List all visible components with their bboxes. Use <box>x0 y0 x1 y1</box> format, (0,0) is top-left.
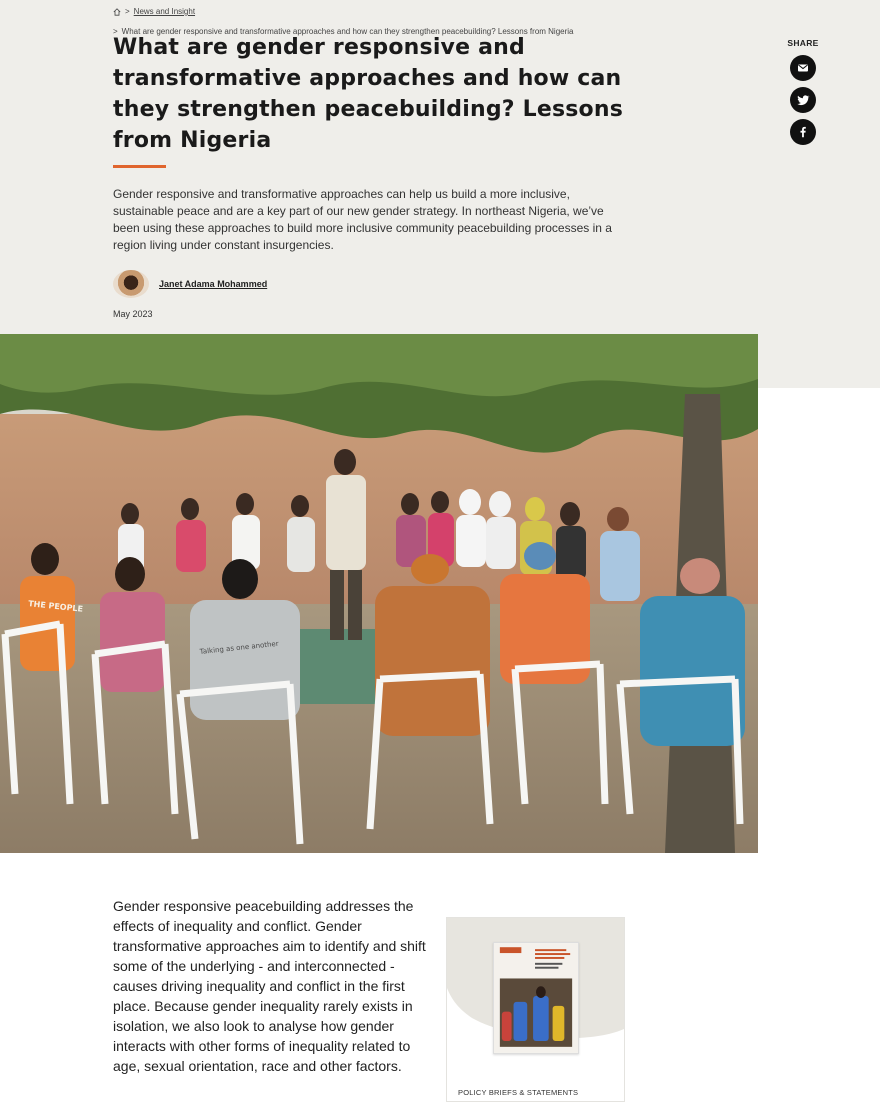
author-name-link[interactable]: Janet Adama Mohammed <box>159 279 268 289</box>
breadcrumb-separator: > <box>125 7 130 16</box>
shirt-text: Talking as one another <box>199 639 280 656</box>
title-accent-rule <box>113 165 166 168</box>
home-icon[interactable] <box>113 8 121 16</box>
email-icon <box>796 61 810 75</box>
breadcrumb-separator: > <box>113 27 118 36</box>
breadcrumb-news-and-insight[interactable]: News and Insight <box>133 7 196 16</box>
twitter-icon <box>796 93 810 107</box>
share-label: SHARE <box>787 38 819 48</box>
author-byline <box>113 270 267 298</box>
page-title: What are gender responsive and transformative approaches and how can they strengthen peacebuilding? Lessons from Nigeria <box>113 35 624 153</box>
related-resource-card[interactable] <box>446 917 625 1102</box>
shirt-text-2: THE PEOPLE <box>27 599 84 614</box>
resource-cover-image <box>494 943 578 1053</box>
resource-cover-thumbnail[interactable] <box>493 942 579 1054</box>
share-email-button[interactable] <box>790 55 816 81</box>
article-lede: Gender responsive and transformative approaches can help us build a more inclusive, sustainable peace and are a key part of our new gender strategy. In northeast Nigeria, we’ve been using these approaches to build more inclusive community peacebuilding processes in a region living under constant insurgencies. <box>113 187 612 252</box>
publish-date: May 2023 <box>113 309 153 319</box>
share-facebook-button[interactable] <box>790 119 816 145</box>
share-twitter-button[interactable] <box>790 87 816 113</box>
hero-photo-community-meeting <box>0 334 758 853</box>
article-body-paragraph: Gender responsive peacebuilding addresses the effects of inequality and conflict. Gender transformative approaches aim to identify and shift some of the underlying - and interconnected - causes driving inequality and conflict in the first place. Because gender inequality rarely exists in isolation, we also look to analyse how gender interacts with other forms of inequality related to age, sexual orientation, race and other factors. <box>113 898 426 1074</box>
share-panel <box>786 38 820 151</box>
facebook-icon <box>796 125 810 139</box>
breadcrumb-current: What are gender responsive and transformative approaches and how can they strengthen peacebuilding? Lessons from Nigeria <box>121 27 574 36</box>
resource-type-label: POLICY BRIEFS & STATEMENTS <box>458 1088 579 1097</box>
author-avatar[interactable] <box>113 270 149 298</box>
